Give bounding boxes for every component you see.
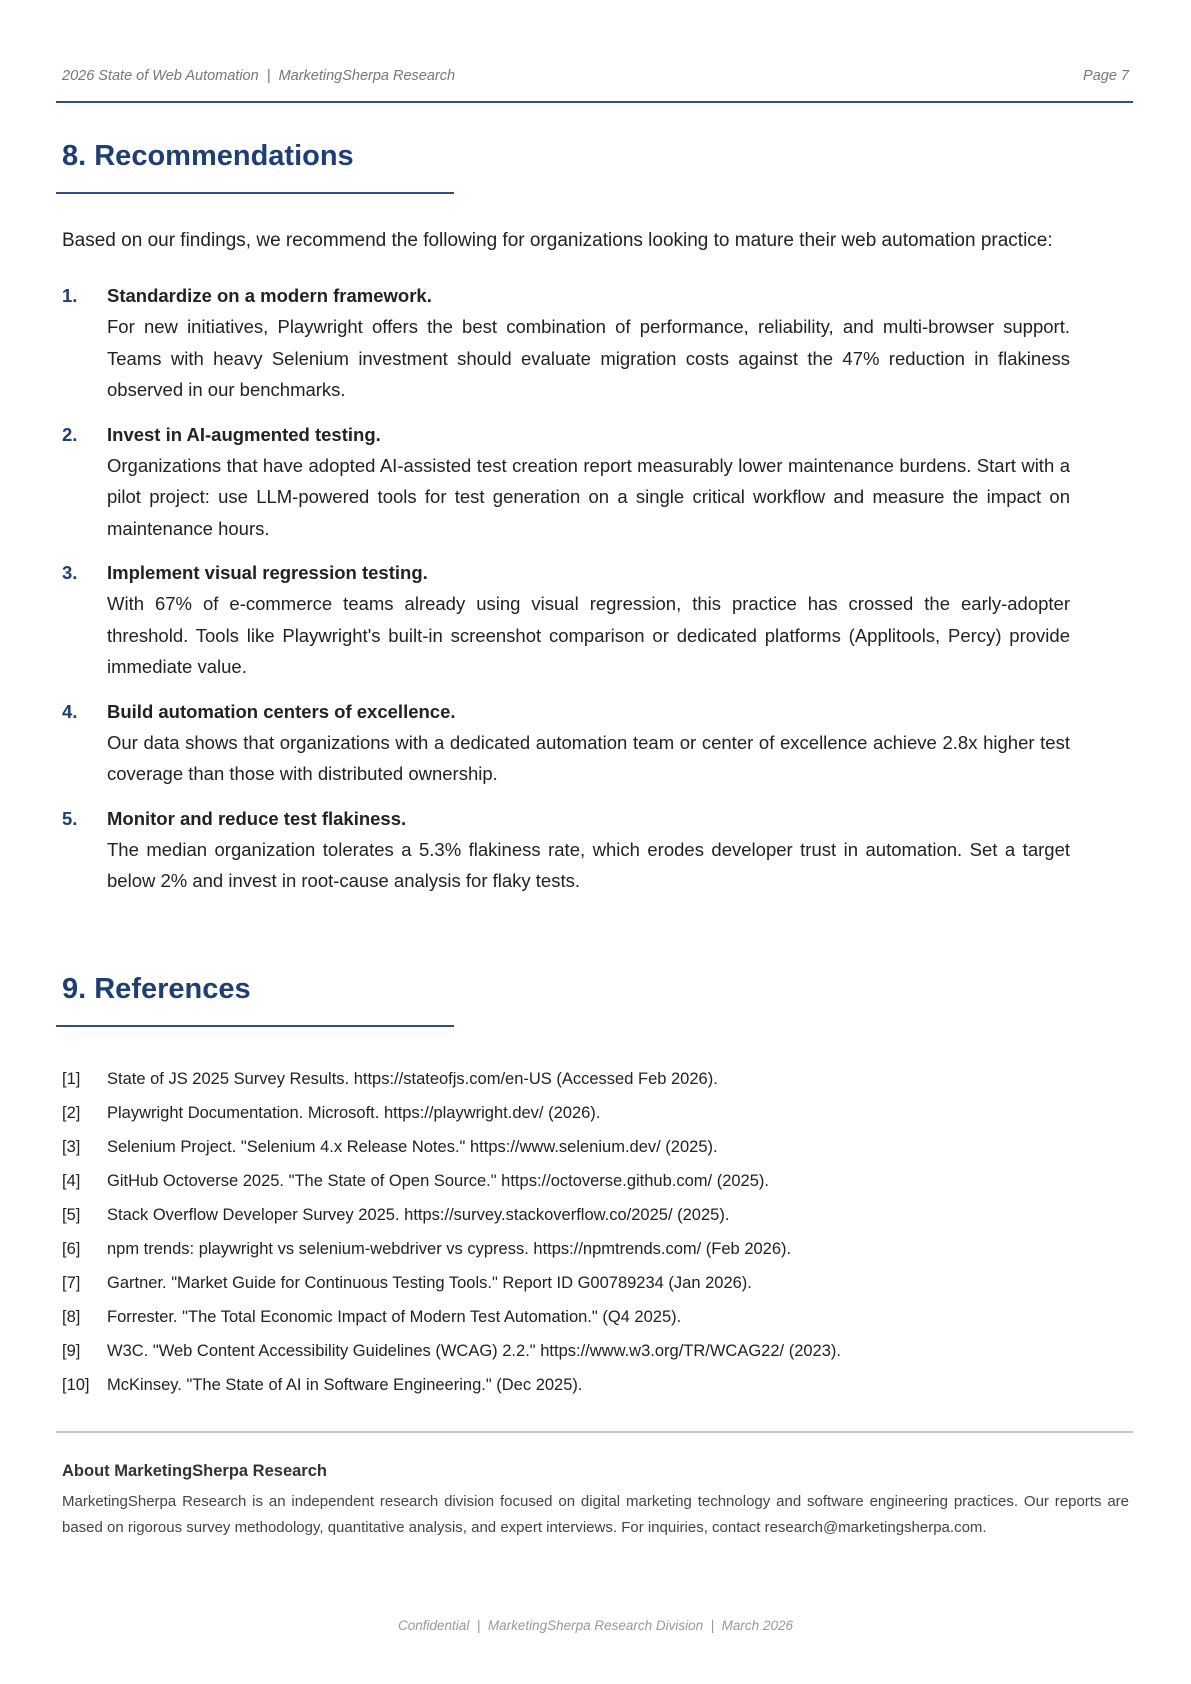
reference-number: [6] — [62, 1240, 81, 1258]
item-body: The median organization tolerates a 5.3% flakiness rate, which erodes developer trust in automation. Set a target below 2% and invest in root-cause analysis for flaky tests. — [107, 838, 1070, 891]
reference-item — [62, 1334, 1132, 1368]
item-body: Organizations that have adopted AI-assisted test creation report measurably lower maintenance burdens. Start with a pilot project: use LLM-powered tools for test generation on a single critical workflow and measure the impact on maintenance hours. — [107, 454, 1070, 539]
reference-number: [8] — [62, 1308, 81, 1326]
reference-item — [62, 1062, 1132, 1096]
reference-text: Stack Overflow Developer Survey 2025. https://survey.stackoverflow.co/2025/ (2025). — [107, 1206, 730, 1224]
reference-item — [62, 1266, 1132, 1300]
reference-number: [4] — [62, 1172, 81, 1190]
reference-number: [2] — [62, 1104, 81, 1122]
reference-text: Playwright Documentation. Microsoft. https://playwright.dev/ (2026). — [107, 1104, 601, 1122]
item-body: Our data shows that organizations with a dedicated automation team or center of excellence achieve 2.8x higher test coverage than those with distributed ownership. — [107, 731, 1070, 784]
reference-number: [10] — [62, 1376, 90, 1394]
reference-text: Forrester. "The Total Economic Impact of Modern Test Automation." (Q4 2025). — [107, 1308, 682, 1326]
recommendation-item — [62, 696, 1070, 790]
reference-text: Gartner. "Market Guide for Continuous Testing Tools." Report ID G00789234 (Jan 2026). — [107, 1274, 752, 1292]
item-body: With 67% of e-commerce teams already using visual regression, this practice has crossed the early-adopter threshold. Tools like Playwright's built-in screenshot comparison or dedicated platforms (Applitools, Percy) provide immediate value. — [107, 593, 1070, 677]
item-title: Implement visual regression testing. — [107, 562, 428, 583]
item-title: Invest in AI-augmented testing. — [107, 423, 381, 445]
item-title: Monitor and reduce test flakiness. — [107, 807, 407, 829]
recommendations-list — [62, 280, 1070, 910]
reference-item — [62, 1130, 1132, 1164]
section-title-references: 9. References — [62, 973, 251, 1005]
reference-item — [62, 1096, 1132, 1130]
item-body: For new initiatives, Playwright offers the best combination of performance, reliability, and multi-browser support. Teams with heavy Selenium investment should evaluate migration costs against the 47% reduction in flakiness observed in our benchmarks. — [107, 316, 1070, 400]
reference-item — [62, 1198, 1132, 1232]
item-number: 5. — [62, 807, 78, 829]
recommendation-item — [62, 557, 1070, 683]
item-number: 2. — [62, 423, 78, 445]
page-footer: Confidential | MarketingSherpa Research Division | March 2026 — [398, 1618, 793, 1633]
reference-number: [1] — [62, 1070, 81, 1088]
reference-number: [5] — [62, 1206, 81, 1224]
reference-text: GitHub Octoverse 2025. "The State of Open Source." https://octoverse.github.com/ (2025). — [107, 1172, 769, 1190]
section-title-recommendations: 8. Recommendations — [62, 140, 354, 172]
about-title: About MarketingSherpa Research — [62, 1462, 327, 1480]
recommendation-item — [62, 280, 1070, 406]
reference-text: McKinsey. "The State of AI in Software Engineering." (Dec 2025). — [107, 1376, 583, 1394]
section-underline — [56, 192, 454, 194]
recommendations-intro: Based on our findings, we recommend the following for organizations looking to mature their web automation practice: — [62, 230, 1053, 251]
header-title: 2026 State of Web Automation | MarketingSherpa Research — [62, 68, 456, 84]
item-title: Build automation centers of excellence. — [107, 700, 456, 722]
reference-number: [3] — [62, 1138, 81, 1156]
page-header — [62, 68, 1129, 84]
about-divider — [56, 1431, 1133, 1433]
reference-item — [62, 1164, 1132, 1198]
reference-number: [7] — [62, 1274, 81, 1292]
references-list — [62, 1062, 1132, 1402]
section-underline — [56, 1025, 454, 1027]
reference-item — [62, 1368, 1132, 1402]
item-number: 1. — [62, 285, 78, 306]
recommendation-item — [62, 419, 1070, 545]
reference-text: npm trends: playwright vs selenium-webdriver vs cypress. https://npmtrends.com/ (Feb 2026). — [107, 1240, 792, 1258]
reference-item — [62, 1300, 1132, 1334]
item-number: 3. — [62, 562, 78, 583]
about-body: MarketingSherpa Research is an independent research division focused on digital marketing technology and software engineering practices. Our reports are based on rigorous survey methodology, quantitative analysis, and expert interviews. For inquiries, contact research@marketingsherpa.com. — [62, 1493, 1129, 1536]
page-number: Page 7 — [1083, 68, 1129, 84]
reference-number: [9] — [62, 1342, 81, 1360]
header-divider — [56, 101, 1133, 103]
item-number: 4. — [62, 700, 78, 722]
recommendation-item — [62, 803, 1070, 897]
reference-text: State of JS 2025 Survey Results. https://stateofjs.com/en-US (Accessed Feb 2026). — [107, 1070, 718, 1088]
reference-item — [62, 1232, 1132, 1266]
reference-text: W3C. "Web Content Accessibility Guidelines (WCAG) 2.2." https://www.w3.org/TR/WCAG22/ (2023). — [107, 1342, 841, 1360]
item-title: Standardize on a modern framework. — [107, 285, 432, 306]
reference-text: Selenium Project. "Selenium 4.x Release Notes." https://www.selenium.dev/ (2025). — [107, 1138, 718, 1156]
